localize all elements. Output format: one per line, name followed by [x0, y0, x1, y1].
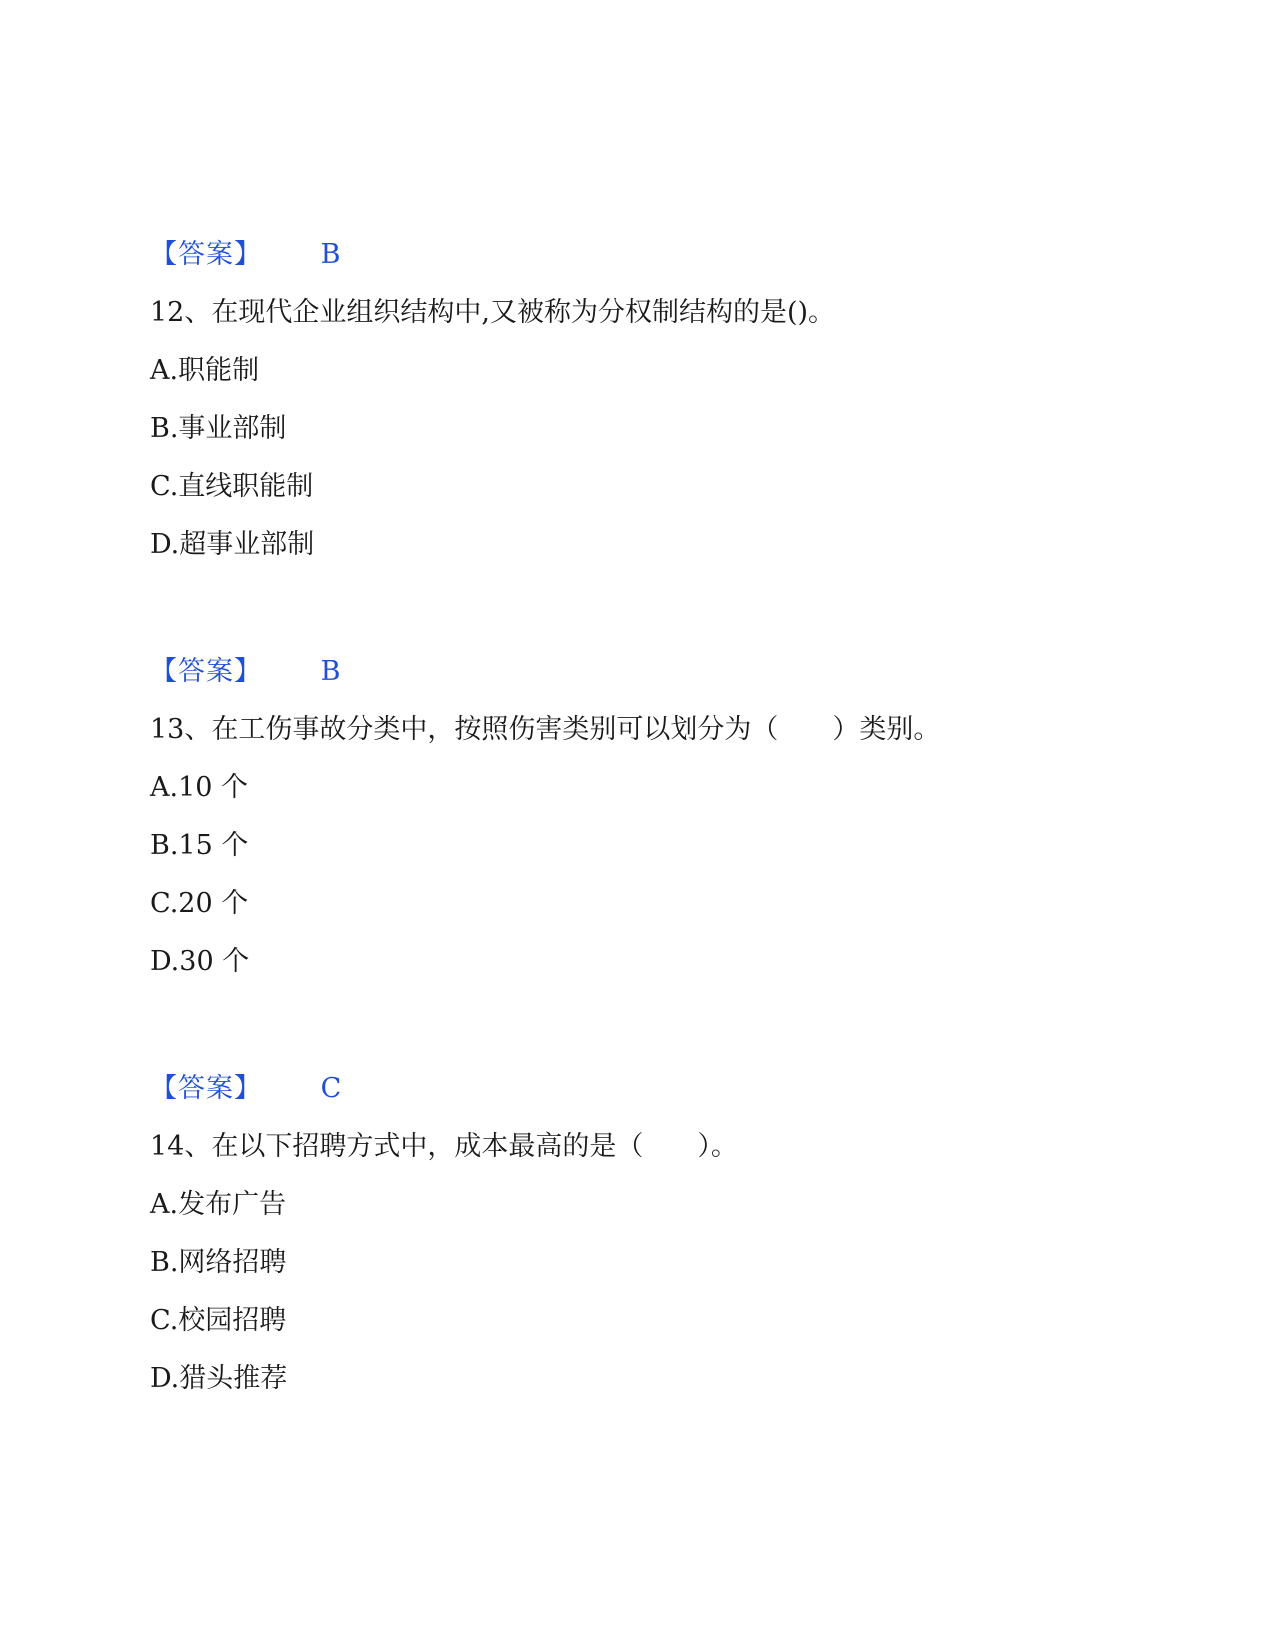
answer-line — [150, 1071, 1150, 1107]
question-block-14 — [150, 1071, 1150, 1397]
option-d: D.超事业部制 — [150, 529, 315, 560]
option-a: A.发布广告 — [150, 1189, 287, 1220]
answer-label: 【答案】 — [150, 656, 262, 687]
question-text: 12、在现代企业组织结构中,又被称为分权制结构的是()。 — [150, 297, 836, 328]
option-c: C.直线职能制 — [150, 471, 314, 502]
answer-label: 【答案】 — [150, 1073, 262, 1104]
option-a: A.职能制 — [150, 355, 260, 386]
question-text: 14、在以下招聘方式中，成本最高的是（ ）。 — [150, 1131, 738, 1162]
answer-line — [150, 654, 1150, 690]
question-block-12 — [150, 237, 1150, 563]
option-c: C.校园招聘 — [150, 1305, 287, 1336]
option-b: B.网络招聘 — [150, 1247, 287, 1278]
option-d: D.猎头推荐 — [150, 1363, 288, 1394]
option-a: A.10 个 — [150, 772, 249, 803]
option-d: D.30 个 — [150, 946, 250, 977]
option-c: C.20 个 — [150, 888, 249, 919]
option-b: B.15 个 — [150, 830, 249, 861]
answer-value: C — [320, 1073, 342, 1104]
option-b: B.事业部制 — [150, 413, 287, 444]
answer-label: 【答案】 — [150, 239, 262, 270]
answer-value: B — [320, 656, 341, 687]
question-block-13 — [150, 654, 1150, 980]
answer-value: B — [320, 239, 341, 270]
answer-line — [150, 237, 1150, 273]
question-text: 13、在工伤事故分类中，按照伤害类别可以划分为（ ）类别。 — [150, 714, 941, 745]
